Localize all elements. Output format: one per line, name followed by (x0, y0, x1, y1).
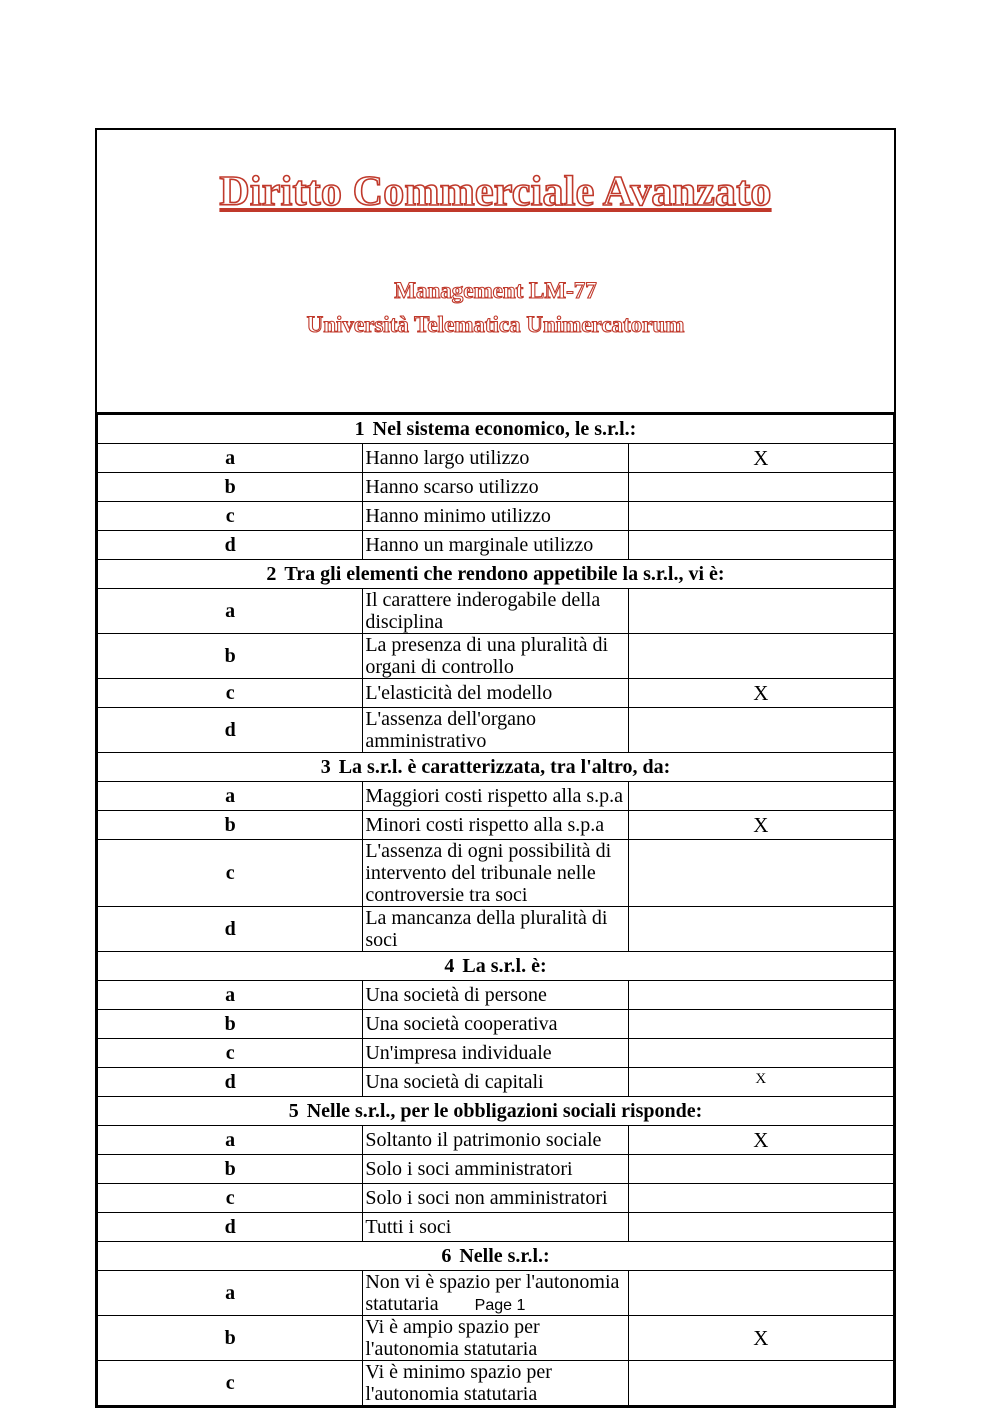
answer-mark: X (628, 1126, 893, 1155)
answer-row (98, 981, 894, 1010)
answer-letter: d (98, 1068, 363, 1097)
answer-text: La mancanza della pluralità di soci (363, 907, 628, 952)
answer-mark (628, 1039, 893, 1068)
question-row (98, 1242, 894, 1271)
question-text: Nelle s.r.l., per le obbligazioni sociali risponde: (306, 1100, 703, 1122)
quiz-table (97, 414, 894, 1406)
question-text: La s.r.l. è: (462, 955, 547, 977)
answer-row (98, 1361, 894, 1406)
answer-letter: d (98, 907, 363, 952)
answer-mark: X (628, 444, 893, 473)
answer-letter: a (98, 444, 363, 473)
answer-text: Minori costi rispetto alla s.p.a (363, 811, 628, 840)
answer-letter: c (98, 1361, 363, 1406)
answer-letter: c (98, 679, 363, 708)
answer-letter: a (98, 1126, 363, 1155)
answer-mark (628, 907, 893, 952)
answer-row (98, 502, 894, 531)
answer-row (98, 708, 894, 753)
answer-mark (628, 1213, 893, 1242)
answer-row (98, 444, 894, 473)
question-number: 2 (266, 563, 277, 585)
answer-text: Hanno un marginale utilizzo (363, 531, 628, 560)
answer-text: Vi è ampio spazio per l'autonomia statutaria (363, 1316, 628, 1361)
answer-mark (628, 473, 893, 502)
answer-letter: c (98, 840, 363, 907)
question-heading (98, 1242, 894, 1271)
answer-mark (628, 1010, 893, 1039)
answer-text: Hanno largo utilizzo (363, 444, 628, 473)
answer-text: L'elasticità del modello (363, 679, 628, 708)
question-heading (98, 952, 894, 981)
answer-letter: d (98, 708, 363, 753)
document-header (97, 130, 894, 414)
answer-letter: b (98, 1155, 363, 1184)
answer-row (98, 679, 894, 708)
answer-text: Tutti i soci (363, 1213, 628, 1242)
answer-mark (628, 1184, 893, 1213)
question-number: 4 (444, 955, 455, 977)
answer-mark: X (628, 1316, 893, 1361)
question-row (98, 753, 894, 782)
answer-text: Vi è minimo spazio per l'autonomia statutaria (363, 1361, 628, 1406)
answer-row (98, 1155, 894, 1184)
answer-letter: a (98, 1271, 363, 1316)
answer-letter: a (98, 589, 363, 634)
answer-mark (628, 981, 893, 1010)
question-row (98, 952, 894, 981)
university-subtitle: Università Telematica Unimercatorum (306, 312, 685, 337)
answer-mark (628, 840, 893, 907)
answer-letter: a (98, 981, 363, 1010)
answer-letter: c (98, 502, 363, 531)
answer-row (98, 634, 894, 679)
answer-letter: c (98, 1039, 363, 1068)
answer-text: Una società di persone (363, 981, 628, 1010)
answer-row (98, 1316, 894, 1361)
answer-row (98, 1039, 894, 1068)
answer-mark (628, 708, 893, 753)
question-number: 5 (288, 1100, 299, 1122)
answer-text: Hanno minimo utilizzo (363, 502, 628, 531)
question-text: Nelle s.r.l.: (459, 1245, 550, 1267)
page-number: Page 1 (474, 1297, 526, 1314)
answer-text: Maggiori costi rispetto alla s.p.a (363, 782, 628, 811)
answer-text: L'assenza dell'organo amministrativo (363, 708, 628, 753)
answer-row (98, 1068, 894, 1097)
answer-text: Una società cooperativa (363, 1010, 628, 1039)
answer-mark: X (628, 1068, 893, 1097)
question-heading (98, 415, 894, 444)
answer-letter: b (98, 1010, 363, 1039)
answer-row (98, 782, 894, 811)
answer-mark (628, 1155, 893, 1184)
question-number: 3 (320, 756, 331, 778)
answer-letter: b (98, 811, 363, 840)
answer-row (98, 473, 894, 502)
answer-mark (628, 502, 893, 531)
question-number: 6 (441, 1245, 452, 1267)
answer-row (98, 589, 894, 634)
answer-text: Soltanto il patrimonio sociale (363, 1126, 628, 1155)
answer-text: Solo i soci non amministratori (363, 1184, 628, 1213)
question-row (98, 415, 894, 444)
answer-text: L'assenza di ogni possibilità di intervento del tribunale nelle controversie tra soci (363, 840, 628, 907)
question-number: 1 (354, 418, 365, 440)
answer-letter: b (98, 1316, 363, 1361)
answer-mark (628, 1361, 893, 1406)
answer-text: Una società di capitali (363, 1068, 628, 1097)
question-text: Tra gli elementi che rendono appetibile la s.r.l., vi è: (284, 563, 725, 585)
answer-text: La presenza di una pluralità di organi di controllo (363, 634, 628, 679)
answer-row (98, 1184, 894, 1213)
course-subtitle: Management LM-77 (394, 278, 597, 303)
answer-mark: X (628, 679, 893, 708)
answer-text: Solo i soci amministratori (363, 1155, 628, 1184)
answer-row (98, 531, 894, 560)
answer-mark (628, 531, 893, 560)
answer-letter: b (98, 634, 363, 679)
answer-row (98, 1213, 894, 1242)
answer-text: Non vi è spazio per l'autonomia statutaria (363, 1271, 628, 1316)
answer-letter: b (98, 473, 363, 502)
answer-mark (628, 782, 893, 811)
quiz-sheet (95, 128, 896, 1408)
answer-mark (628, 589, 893, 634)
question-heading (98, 560, 894, 589)
answer-mark (628, 634, 893, 679)
answer-row (98, 1126, 894, 1155)
answer-letter: c (98, 1184, 363, 1213)
answer-row (98, 1010, 894, 1039)
question-row (98, 560, 894, 589)
answer-text: Il carattere inderogabile della disciplina (363, 589, 628, 634)
answer-text: Un'impresa individuale (363, 1039, 628, 1068)
answer-text: Hanno scarso utilizzo (363, 473, 628, 502)
document-title: Diritto Commerciale Avanzato (219, 169, 772, 215)
answer-row (98, 840, 894, 907)
question-heading (98, 1097, 894, 1126)
answer-row (98, 811, 894, 840)
question-text: La s.r.l. è caratterizzata, tra l'altro, da: (338, 756, 671, 778)
answer-row (98, 907, 894, 952)
question-text: Nel sistema economico, le s.r.l.: (372, 418, 637, 440)
answer-letter: d (98, 531, 363, 560)
answer-letter: d (98, 1213, 363, 1242)
answer-mark: X (628, 811, 893, 840)
answer-letter: a (98, 782, 363, 811)
question-row (98, 1097, 894, 1126)
question-heading (98, 753, 894, 782)
